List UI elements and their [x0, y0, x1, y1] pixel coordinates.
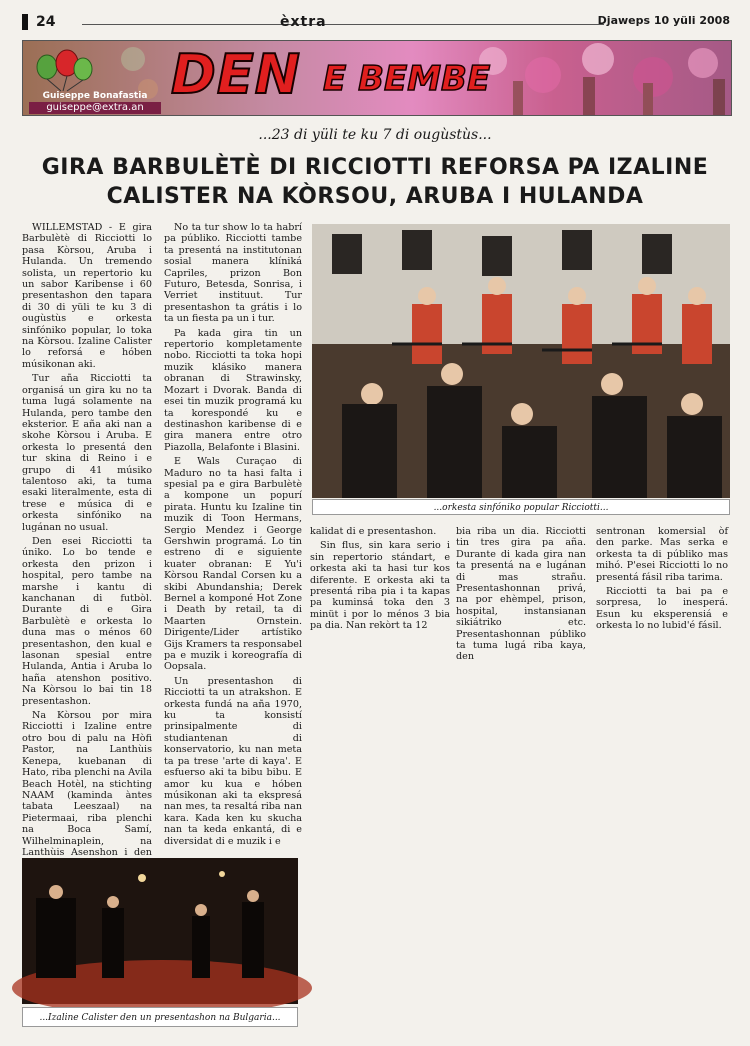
header-rule: [82, 24, 604, 25]
paragraph: No ta tur show lo ta habrí pa públiko. Ricciotti tambe ta presentá na institutonan sosial manera klíniká Capriles, prizon Bon Futuro, Betesda, Sonrisa, i Verriet instituut. Tur presentashon ta grátis i lo ta un fiesta pa un i tur.: [164, 222, 302, 325]
paragraph: E Wals Curaçao di Maduro no ta hasi falta i spesial pa e gira Barbulètè a kompone un popurí pirata. Huntu ku Izaline tin muzik di Toon Hermans, Sergio Mendez i George Gershwin programá. Lo tin estreno di e siguiente kuater obranan: E Yu'i Kòrsou Randal Corsen ku a skibi Abundanshia; Derek Bernel a komponé Hot Zone i Death by retail, ta di Maarten Ornstein. Dirigente/Lider artístiko Gijs Kramers ta responsabel pa e muzik i koreografía di Oopsala.: [164, 456, 302, 673]
article-column-4: [456, 526, 586, 696]
paragraph: Ricciotti ta bai pa e sorpresa, lo inesperá. Esun ku eksperensiá e orkesta lo no lubid'é fásil.: [596, 586, 728, 632]
banner-title-den: DEN: [171, 43, 301, 106]
article-column-5: [596, 526, 728, 696]
page-number: 24: [22, 14, 55, 30]
issue-date: Djaweps 10 yüli 2008: [597, 14, 730, 27]
paragraph: Tur aña Ricciotti ta organisá un gira ku no ta tuma lugá solamente na Hulanda, pero tambe den eksterior. E aña aki nan a skohe Kòrsou i Aruba. E orkesta lo presentá den tur skina di Reino i e grupo di 41 músiko talentoso aki, ta tuma esaki literalmente, esta di trese e música di e orkesta sinfóniko na lugánan no usual.: [22, 373, 152, 533]
paragraph: Un presentashon di Ricciotti ta un atrakshon. E orkesta fundá na aña 1970, ku ta konsistí prinsipalmente di studiantenan di konservatorio, ku nan meta ta pa trese 'arte di kaya'. E esfuerso aki ta bibu bibu. E amor ku kua e hóben músikonan aki ta ekspresá nan mes, ta resaltá riba nan kara. Kada ken ku skucha nan ta keda enkantá, di e diversidat di e muzik i e: [164, 675, 302, 847]
paragraph: bia riba un dia. Ricciotti tin tres gira pa aña. Durante di kada gira nan ta presentá na e lugánan di mas strañu. Presentashonnan privá, na por ehèmpel, prison, hospital, instansianan sikiátriko etc. Presentashonnan públiko ta tuma lugá riba kaya, den: [456, 526, 586, 663]
page-header: [22, 12, 730, 32]
column-banner: [22, 40, 732, 116]
paragraph: Sin flus, sin kara serio i sin repertorio stándart, e orkesta aki ta hasi tur kos diferente. E orkesta aki ta presentá riba pia i ta kapas pa kuminsá toka den 3 minüt i por lo ménos 3 bia pa dia. Nan rekòrt ta 12: [310, 540, 450, 632]
section-label: èxtra: [280, 14, 327, 30]
article-column-1: [22, 222, 152, 858]
orchestra-photo: [312, 224, 730, 498]
balloons-logo-icon: [31, 47, 101, 91]
paragraph: kalidat di e presentashon.: [310, 526, 437, 537]
paragraph: sentronan komersial òf den parke. Mas serka e orkesta ta di públiko mas mihó. P'esei Ricciotti lo no presentá fásil riba tarima.: [596, 526, 728, 583]
banner-title-rest: E BEMBE: [323, 59, 491, 99]
paragraph: Na Kòrsou por mira Ricciotti i Izaline entre otro bou di palu na Hòfi Pastor, na Lanthùis Kenepa, kuebanan di Hato, riba plenchi na Avila Beach Hotèl, na stichting NAAM (kaminda àntes tabata Leeszaal) na Pietermaai, riba plenchi na Boca Samí, Wilhelminaplein, na Lanthùis Asenshon i den: [22, 710, 152, 858]
article-column-2: [164, 222, 302, 847]
author-name: Guiseppe Bonafastia: [42, 91, 148, 101]
paragraph: WILLEMSTAD - E gira Barbulètè di Ricciotti lo pasa Kòrsou, Aruba i Hulanda. Un tremendo solista, un repertorio ku un sabor Karibense i 60 presentashon den tapara di 30 di yüli te ku 3 di ougùstùs e orkesta sinfóniko popular, lo toka na Kòrsou. Izaline Calister lo reforsá e hóben músikonan aki.: [22, 222, 152, 370]
article-column-3: [310, 526, 450, 696]
paragraph: Den esei Ricciotti ta úniko. Lo bo tende e orkesta den prizon i hospital, pero tambe na marshe i kantu di kanchanan di futbòl. Durante di e Gira Barbulètè e orkesta lo duna mas o ménos 60 presentashon, den kual e lasonan spesial entre Hulanda, Antia i Aruba lo haña atenshon positivo. Na Kòrsou lo bai tin 18 presentashon.: [22, 535, 152, 707]
concert-photo: [22, 858, 298, 1004]
concert-photo-image: [22, 858, 298, 1004]
article-dates: ...23 di yüli te ku 7 di ougùstùs...: [258, 127, 492, 143]
article-headline: GIRA BARBULÈTÈ DI RICCIOTTI REFORSA PA IZALINE CALISTER NA KÒRSOU, ARUBA I HULANDA: [41, 155, 709, 209]
orchestra-photo-image: [312, 224, 730, 498]
concert-photo-caption: ...Izaline Calister den un presentashon na Bulgaria...: [22, 1007, 298, 1027]
author-email[interactable]: guiseppe@extra.an: [29, 102, 161, 114]
orchestra-photo-caption: ...orkesta sinfóniko popular Ricciotti...: [312, 499, 730, 515]
paragraph: Pa kada gira tin un repertorio kompletamente nobo. Ricciotti ta toka hopi muzik klásiko manera obranan di Strawinsky, Mozart i Dvorak. Banda di esei tin muzik programá ku ta korespondé ku e destinashon karibense di e gira manera entre otro Piazolla, Belafonte i Blasini.: [164, 327, 302, 453]
